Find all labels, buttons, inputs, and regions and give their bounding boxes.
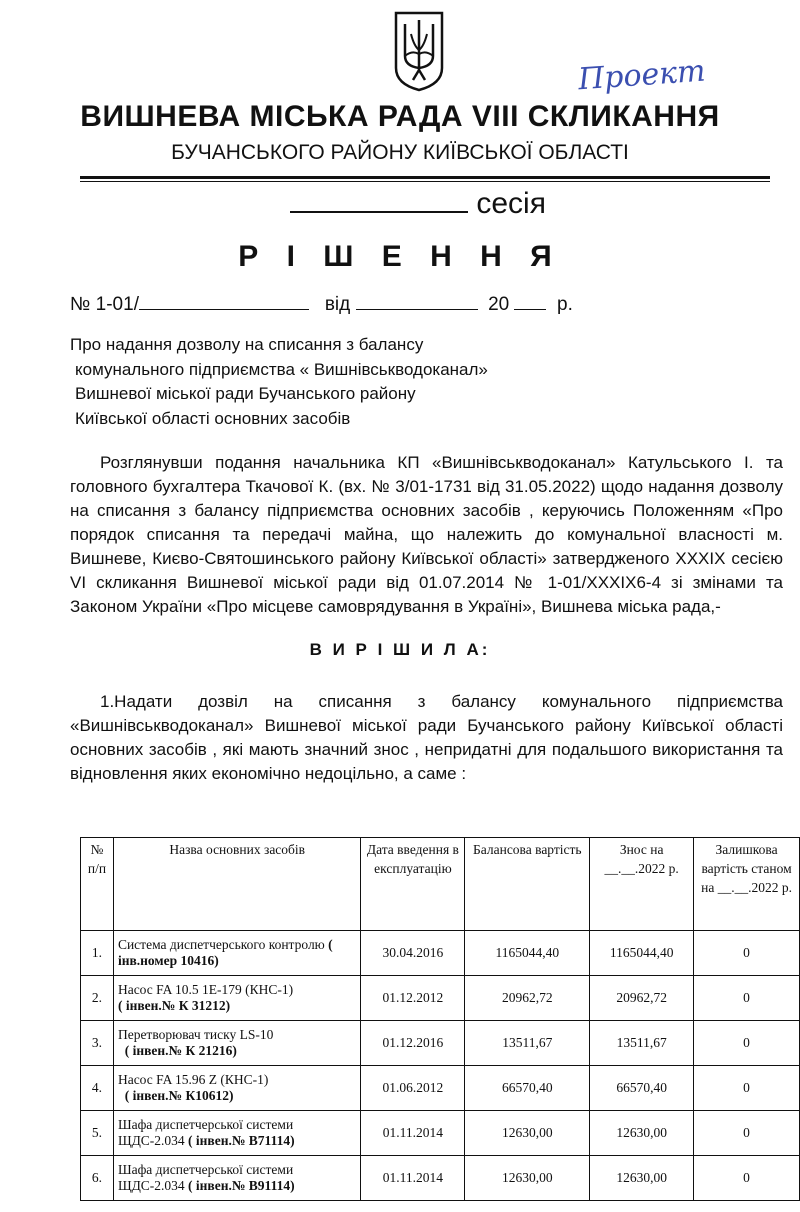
row-date: 01.12.2012	[361, 976, 465, 1021]
row-wear: 20962,72	[590, 976, 694, 1021]
decision-number-prefix: № 1-01/	[70, 294, 139, 315]
decision-from-label: від	[324, 294, 351, 315]
session-label: сесія	[476, 187, 546, 220]
table-row	[81, 1156, 800, 1201]
row-wear: 13511,67	[590, 1021, 694, 1066]
decision-date-blank	[356, 291, 478, 310]
table-row	[81, 1021, 800, 1066]
header-divider-thin	[80, 181, 770, 182]
row-date: 01.12.2016	[361, 1021, 465, 1066]
header-date: Дата введення в експлуатацію	[361, 838, 465, 931]
row-residual: 0	[694, 1021, 800, 1066]
resolved-heading: В И Р І Ш И Л А:	[309, 640, 491, 659]
row-balance: 13511,67	[465, 1021, 590, 1066]
session-number-blank	[290, 185, 468, 213]
row-name	[113, 976, 361, 1021]
row-date: 01.11.2014	[361, 1111, 465, 1156]
clause-1-paragraph: 1.Надати дозвіл на списання з балансу комунального підприємства «Вишнівськводоканал» Вишневої міської ради Бучанського району Київської області основних засобів , які мають значний знос , непридатні для подальшого використання та відновлення яких економічно недоцільно, а саме :	[70, 692, 783, 783]
row-num: 3.	[81, 1021, 114, 1066]
subject-line: комунального підприємства « Вишнівськводоканал»	[75, 359, 488, 379]
header-num: № п/п	[81, 838, 114, 931]
row-wear: 1165044,40	[590, 931, 694, 976]
header-residual: Залишкова вартість станом на __.__.2022 р.	[694, 838, 800, 931]
row-residual: 0	[694, 1111, 800, 1156]
draft-handwritten-mark: Проект	[576, 53, 707, 98]
asset-name: Перетворювач тиску LS-10	[117, 1027, 274, 1042]
row-name	[113, 931, 361, 976]
table-header-row	[81, 838, 800, 931]
asset-name: Шафа диспетчерської системи ЩДС-2.034	[117, 1117, 294, 1148]
decision-year-prefix: 20	[488, 294, 510, 315]
row-num: 6.	[81, 1156, 114, 1201]
inventory-number: ( інвен.№ В91114)	[188, 1178, 295, 1193]
table-row	[81, 1066, 800, 1111]
row-num: 5.	[81, 1111, 114, 1156]
row-name	[113, 1111, 361, 1156]
row-wear: 12630,00	[590, 1111, 694, 1156]
row-wear: 12630,00	[590, 1156, 694, 1201]
row-residual: 0	[694, 1156, 800, 1201]
asset-name: Насос FA 10.5 1E-179 (КНС-1)	[117, 982, 294, 997]
row-balance: 12630,00	[465, 1156, 590, 1201]
table-row	[81, 976, 800, 1021]
subject-line: Про надання дозволу на списання з балансу	[70, 335, 424, 354]
row-residual: 0	[694, 976, 800, 1021]
row-num: 1.	[81, 931, 114, 976]
row-date: 30.04.2016	[361, 931, 465, 976]
inventory-number: ( інвен.№ В71114)	[188, 1133, 295, 1148]
row-num: 2.	[81, 976, 114, 1021]
decision-year-blank	[514, 291, 546, 310]
inventory-number: ( інвен.№ К 31212)	[117, 998, 231, 1013]
decision-number-line	[70, 291, 573, 316]
decision-title: Р І Ш Е Н Н Я	[238, 240, 562, 273]
row-residual: 0	[694, 1066, 800, 1111]
row-name	[113, 1156, 361, 1201]
table-row	[81, 931, 800, 976]
row-name	[113, 1021, 361, 1066]
subject-line: Вишневої міської ради Бучанського району	[75, 384, 416, 403]
row-date: 01.11.2014	[361, 1156, 465, 1201]
asset-name: Насос FA 15.96 Z (КНС-1)	[117, 1072, 269, 1087]
session-line	[290, 185, 546, 221]
row-balance: 66570,40	[465, 1066, 590, 1111]
row-residual: 0	[694, 931, 800, 976]
header-balance: Балансова вартість	[465, 838, 590, 931]
row-balance: 12630,00	[465, 1111, 590, 1156]
row-balance: 20962,72	[465, 976, 590, 1021]
header-name: Назва основних засобів	[113, 838, 361, 931]
header-wear: Знос на __.__.2022 р.	[590, 838, 694, 931]
council-title: ВИШНЕВА МІСЬКА РАДА VIII СКЛИКАННЯ	[80, 100, 720, 133]
row-wear: 66570,40	[590, 1066, 694, 1111]
decision-subject	[70, 333, 488, 431]
trident-emblem-icon	[393, 10, 445, 92]
row-date: 01.06.2012	[361, 1066, 465, 1111]
row-num: 4.	[81, 1066, 114, 1111]
subject-line: Київської області основних засобів	[75, 408, 351, 428]
row-name	[113, 1066, 361, 1111]
row-balance: 1165044,40	[465, 931, 590, 976]
preamble-paragraph: Розглянувши подання начальника КП «Вишнівськводоканал» Катульського І. та головного бухгалтера Ткачової К. (вх. № 3/01-1731 від 31.05.2022) щодо надання дозволу на списання з балансу підприємства основних засобів , керуючись Положенням «Про порядок списання та передачі майна, що належить до комунальної власності м. Вишневе, Києво-Святошинського району Київської області» затвердженого XXXIX сесією VI скликання Вишневої міської ради від 01.07.2014 № 1-01/XXXIX6-4 зі змінами та Законом України «Про місцеве самоврядування в Україні», Вишнева міська рада,-	[70, 453, 783, 616]
header-divider-thick	[80, 176, 770, 179]
asset-name: Система диспетчерського контролю	[117, 937, 325, 952]
decision-number-blank	[139, 291, 309, 310]
inventory-number: ( інвен.№ К10612)	[124, 1088, 234, 1103]
assets-table	[80, 837, 800, 1201]
table-row	[81, 1111, 800, 1156]
inventory-number: ( інв.номер 10416)	[117, 937, 333, 968]
inventory-number: ( інвен.№ К 21216)	[124, 1043, 237, 1058]
asset-name: Шафа диспетчерської системи ЩДС-2.034	[117, 1162, 294, 1193]
decision-year-suffix: р.	[557, 294, 573, 315]
district-subtitle: БУЧАНСЬКОГО РАЙОНУ КИЇВСЬКОЇ ОБЛАСТІ	[171, 141, 629, 164]
